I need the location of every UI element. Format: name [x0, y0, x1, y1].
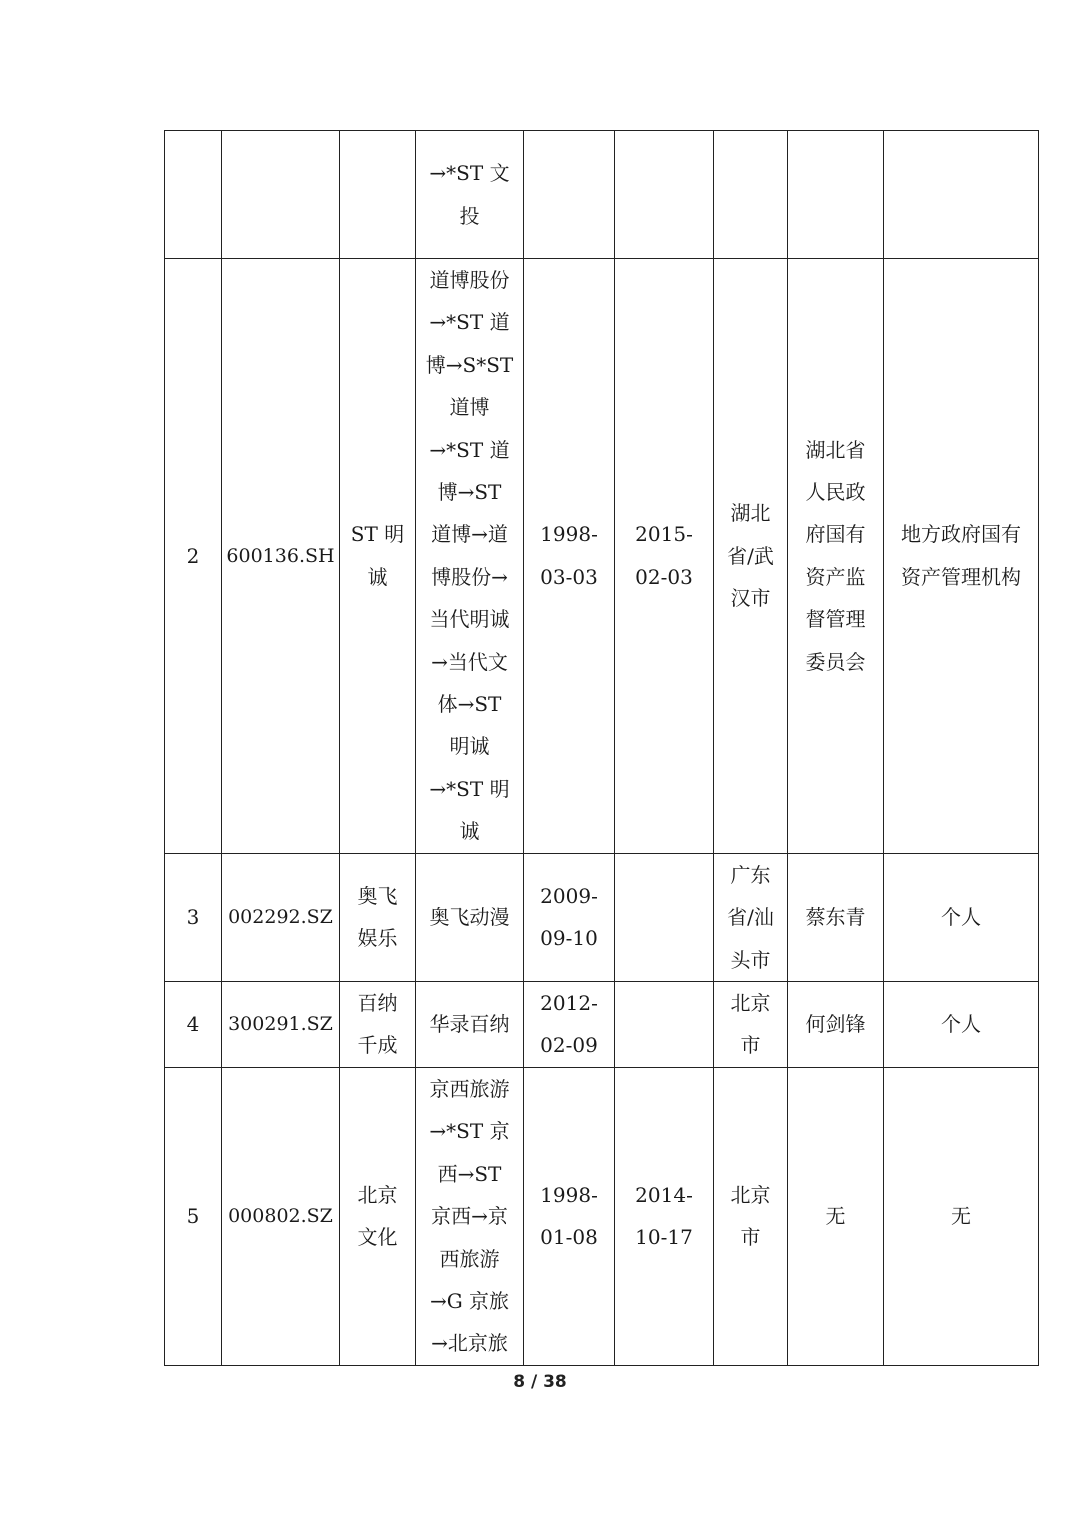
table-row	[165, 259, 1039, 854]
table-body	[165, 131, 1039, 1366]
name-history-line: →当代文	[431, 649, 508, 674]
name-history-cell	[416, 131, 524, 259]
actual-controller-line: 何剑锋	[805, 1012, 866, 1037]
location-cell	[714, 853, 788, 981]
listing-date-line: 03-03	[540, 564, 598, 589]
stock-code-text: 002292.SZ	[228, 906, 333, 929]
short-name-cell	[340, 259, 416, 854]
table-row	[165, 1067, 1039, 1365]
listing-date-line: 01-08	[540, 1225, 598, 1250]
stock-code-text: 300291.SZ	[228, 1013, 333, 1036]
name-history-cell	[416, 853, 524, 981]
row-index-text: 4	[186, 1012, 200, 1037]
name-history-line: →*ST 道	[429, 437, 510, 462]
delisting-date-line: 10-17	[635, 1225, 693, 1250]
name-history-line: →北京旅	[431, 1331, 508, 1356]
short-name-line: 诚	[367, 564, 388, 589]
actual-controller-cell	[788, 131, 884, 259]
stock-code-cell	[222, 853, 340, 981]
name-history-line: →*ST 文	[429, 161, 510, 186]
actual-controller-line: 资产监	[805, 564, 866, 589]
short-name-line: ST 明	[350, 522, 405, 547]
row-index-text: 2	[186, 543, 200, 568]
stock-code-text: 000802.SZ	[228, 1205, 333, 1228]
listing-date-line: 1998-	[540, 522, 598, 547]
short-name-line: 千成	[357, 1033, 398, 1058]
listing-date-cell	[524, 259, 615, 854]
actual-controller-line: 府国有	[805, 522, 866, 547]
name-history-cell	[416, 981, 524, 1067]
short-name-cell	[340, 131, 416, 259]
controller-type-cell	[884, 131, 1039, 259]
delisting-date-cell	[615, 1067, 714, 1365]
location-line: 湖北	[730, 501, 771, 526]
controller-type-cell	[884, 259, 1039, 854]
name-history-line: →*ST 道	[429, 310, 510, 335]
name-history-line: 道博股份	[429, 268, 510, 292]
row-index-text: 5	[186, 1204, 200, 1229]
listing-date-cell	[524, 131, 615, 259]
listing-date-cell	[524, 853, 615, 981]
listing-date-line: 09-10	[540, 926, 598, 951]
name-history-line: 西旅游	[439, 1246, 500, 1271]
name-history-line: 博股份→	[431, 564, 508, 589]
delisting-date-cell	[615, 259, 714, 854]
location-line: 汉市	[730, 586, 771, 611]
delisting-date-line: 2015-	[635, 522, 693, 547]
controller-type-line: 资产管理机构	[901, 564, 1021, 589]
table-row	[165, 131, 1039, 259]
name-history-line: →*ST 明	[429, 776, 510, 801]
location-line: 广东	[730, 862, 771, 887]
short-name-line: 百纳	[357, 991, 398, 1015]
stock-code-cell	[222, 131, 340, 259]
name-history-line: 京西→京	[431, 1204, 508, 1229]
location-line: 省/汕	[727, 905, 774, 930]
name-history-line: →*ST 京	[429, 1119, 510, 1144]
name-history-line: 道博	[449, 395, 490, 420]
listing-date-line: 02-09	[540, 1033, 598, 1058]
listing-date-line: 1998-	[540, 1183, 598, 1207]
row-index-cell	[165, 981, 222, 1067]
actual-controller-cell	[788, 981, 884, 1067]
row-index-cell	[165, 259, 222, 854]
short-name-line: 奥飞	[357, 883, 398, 908]
actual-controller-line: 委员会	[805, 649, 866, 674]
stock-code-cell	[222, 259, 340, 854]
location-cell	[714, 131, 788, 259]
short-name-line: 北京	[357, 1183, 398, 1207]
actual-controller-line: 蔡东青	[805, 905, 866, 930]
location-line: 北京	[730, 1183, 771, 1207]
controller-type-line: 无	[951, 1204, 971, 1229]
delisting-date-line: 02-03	[635, 564, 693, 589]
stock-code-cell	[222, 1067, 340, 1365]
name-history-line: 京西旅游	[429, 1076, 510, 1101]
short-name-cell	[340, 1067, 416, 1365]
name-history-line: 博→S*ST	[425, 352, 514, 377]
location-cell	[714, 1067, 788, 1365]
name-history-line: 博→ST	[437, 480, 502, 505]
location-line: 头市	[730, 947, 771, 972]
name-history-line: 道博→道	[431, 522, 508, 547]
controller-type-line: 个人	[941, 905, 981, 930]
delisting-date-cell	[615, 981, 714, 1067]
controller-type-cell	[884, 1067, 1039, 1365]
delisting-date-cell	[615, 853, 714, 981]
listing-date-line: 2012-	[540, 991, 598, 1015]
location-line: 市	[740, 1033, 761, 1058]
delisting-date-cell	[615, 131, 714, 259]
controller-type-line: 地方政府国有	[901, 522, 1021, 547]
location-line: 省/武	[727, 543, 774, 568]
actual-controller-cell	[788, 1067, 884, 1365]
name-history-line: 体→ST	[437, 692, 502, 717]
listing-date-line: 2009-	[540, 883, 598, 908]
actual-controller-cell	[788, 853, 884, 981]
name-history-line: 明诚	[449, 734, 490, 759]
actual-controller-line: 督管理	[805, 607, 866, 632]
short-name-line: 文化	[357, 1225, 398, 1250]
name-history-line: 西→ST	[437, 1161, 502, 1186]
delisting-date-line: 2014-	[635, 1183, 693, 1207]
name-history-line: 投	[459, 203, 480, 228]
company-table	[164, 130, 1039, 1366]
name-history-line: →G 京旅	[429, 1289, 510, 1314]
name-history-line: 奥飞动漫	[429, 905, 510, 930]
row-index-cell	[165, 131, 222, 259]
location-cell	[714, 259, 788, 854]
location-cell	[714, 981, 788, 1067]
listing-date-cell	[524, 1067, 615, 1365]
location-line: 北京	[730, 991, 771, 1015]
controller-type-line: 个人	[941, 1012, 981, 1037]
controller-type-cell	[884, 853, 1039, 981]
table-row	[165, 981, 1039, 1067]
stock-code-text: 600136.SH	[226, 544, 335, 567]
name-history-line: 当代明诚	[429, 607, 510, 632]
actual-controller-line: 无	[825, 1204, 846, 1229]
short-name-line: 娱乐	[357, 926, 398, 951]
name-history-line: 诚	[459, 819, 480, 844]
location-line: 市	[740, 1225, 761, 1250]
name-history-cell	[416, 259, 524, 854]
actual-controller-line: 湖北省	[805, 437, 866, 462]
name-history-line: 华录百纳	[429, 1012, 510, 1037]
listing-date-cell	[524, 981, 615, 1067]
actual-controller-cell	[788, 259, 884, 854]
controller-type-cell	[884, 981, 1039, 1067]
row-index-text: 3	[186, 905, 200, 930]
stock-code-cell	[222, 981, 340, 1067]
table-row	[165, 853, 1039, 981]
page-number: 8 / 38	[513, 1372, 567, 1392]
short-name-cell	[340, 981, 416, 1067]
short-name-cell	[340, 853, 416, 981]
name-history-cell	[416, 1067, 524, 1365]
row-index-cell	[165, 1067, 222, 1365]
row-index-cell	[165, 853, 222, 981]
actual-controller-line: 人民政	[805, 480, 866, 505]
